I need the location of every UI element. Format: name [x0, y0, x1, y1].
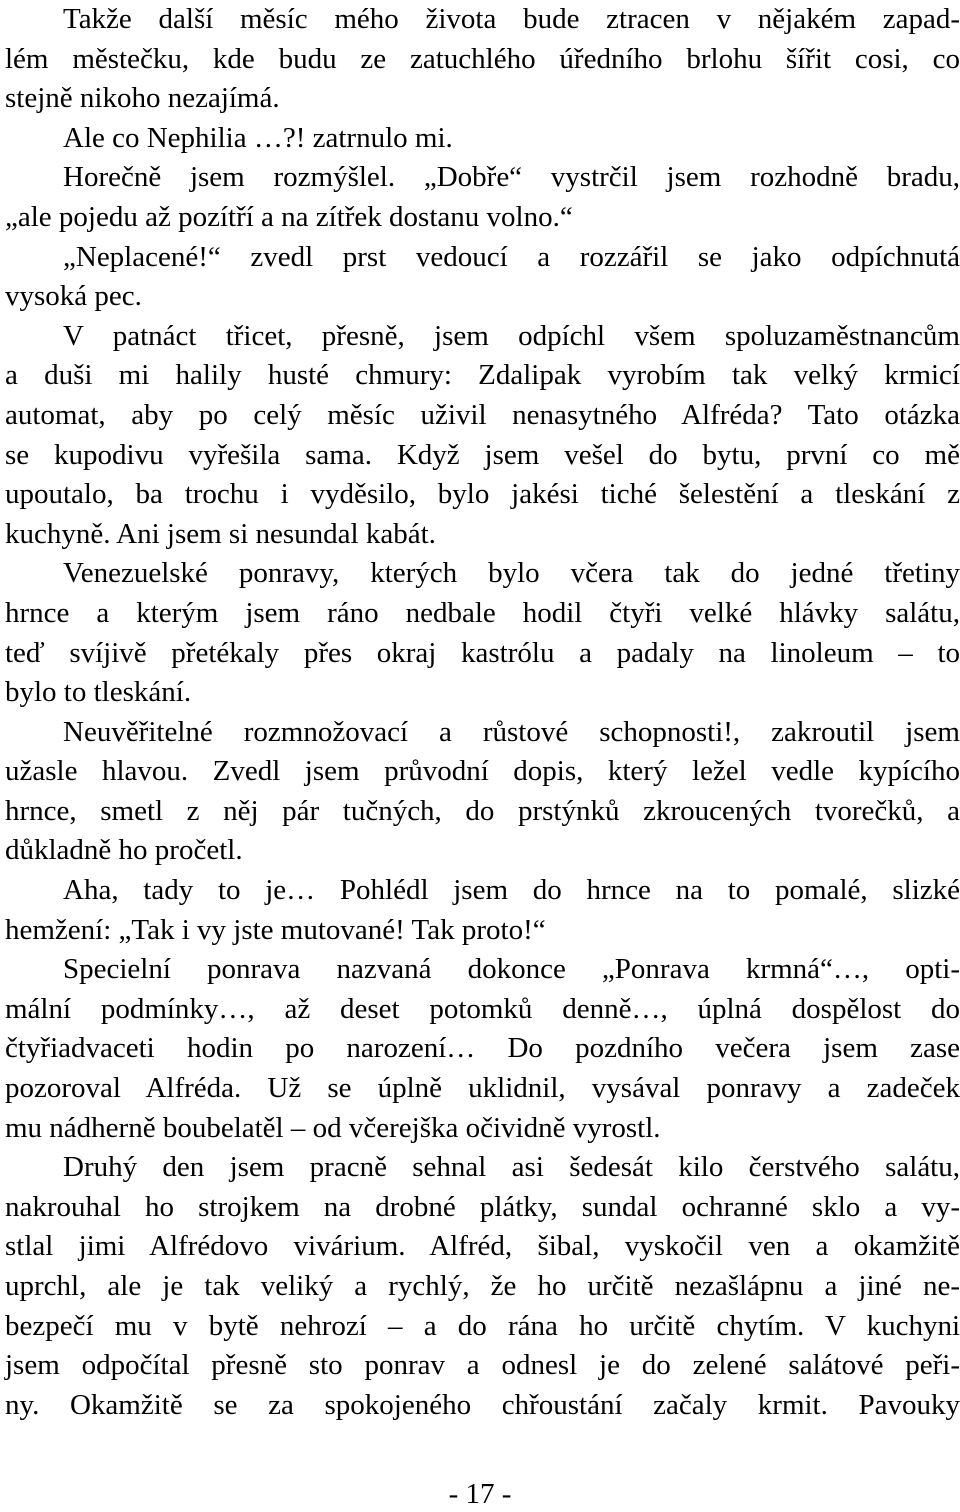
- text-line: důkladně ho pročetl.: [5, 834, 243, 867]
- text-line: upoutalo, ba trochu i vyděsilo, bylo jakési tiché šelestění a tleskání z: [5, 478, 960, 511]
- text-line: čtyřiadvaceti hodin po narození… Do pozdního večera jsem zase: [5, 1032, 960, 1065]
- text-line: Druhý den jsem pracně sehnal asi šedesát kilo čerstvého salátu,: [63, 1151, 960, 1184]
- text-line: vysoká pec.: [5, 280, 142, 313]
- text-body: [5, 0, 960, 1425]
- text-line: mální podmínky…, až deset potomků denně…, úplná dospělost do: [5, 992, 960, 1025]
- text-line: automat, aby po celý měsíc uživil nenasytného Alfréda? Tato otázka: [5, 398, 960, 431]
- text-line: Takže další měsíc mého života bude ztracen v nějakém zapad-: [63, 3, 960, 35]
- text-line: teď svíjivě přetékaly přes okraj kastrólu a padaly na linoleum – to: [5, 636, 960, 669]
- text-line: hemžení: „Tak i vy jste mutované! Tak proto!“: [5, 913, 546, 946]
- text-line: mu nádherně boubelatěl – od včerejška očividně vyrostl.: [5, 1111, 661, 1144]
- text-line: Ale co Nephilia …?! zatrnulo mi.: [63, 121, 453, 154]
- text-line: hrnce, smetl z něj pár tučných, do prstýnků zkroucených tvorečků, a: [5, 794, 960, 827]
- text-line: stejně nikoho nezajímá.: [5, 82, 280, 115]
- document-page: [5, 0, 960, 1425]
- text-line: a duši mi halily husté chmury: Zdalipak vyrobím tak velký krmicí: [5, 359, 960, 392]
- text-line: stlal jimi Alfrédovo vivárium. Alfréd, šibal, vyskočil ven a okamžitě: [5, 1230, 960, 1263]
- text-line: Aha, tady to je… Pohlédl jsem do hrnce na to pomalé, slizké: [63, 874, 960, 907]
- text-line: lém městečku, kde budu ze zatuchlého úředního brlohu šířit cosi, co: [5, 42, 960, 75]
- text-line: „ale pojedu až pozítří a na zítřek dostanu volno.“: [5, 200, 573, 233]
- text-line: V patnáct třicet, přesně, jsem odpíchl všem spoluzaměstnancům: [63, 319, 960, 352]
- text-line: bylo to tleskání.: [5, 676, 192, 709]
- text-line: pozoroval Alfréda. Už se úplně uklidnil, vysával ponravy a zadeček: [5, 1072, 960, 1105]
- text-line: Specielní ponrava nazvaná dokonce „Ponrava krmná“…, opti-: [63, 953, 960, 986]
- text-line: Venezuelské ponravy, kterých bylo včera tak do jedné třetiny: [63, 557, 960, 590]
- text-line: ny. Okamžitě se za spokojeného chřoustání začaly krmit. Pavouky: [5, 1388, 960, 1421]
- text-line: se kupodivu vyřešila sama. Když jsem vešel do bytu, první co mě: [5, 438, 960, 471]
- text-line: hrnce a kterým jsem ráno nedbale hodil čtyři velké hlávky salátu,: [5, 596, 960, 629]
- text-line: užasle hlavou. Zvedl jsem průvodní dopis, který ležel vedle kypícího: [5, 755, 960, 788]
- page-number: - 17 -: [448, 1478, 512, 1510]
- text-line: nakrouhal ho strojkem na drobné plátky, sundal ochranné sklo a vy-: [5, 1190, 960, 1223]
- text-line: bezpečí mu v bytě nehrozí – a do rána ho určitě chytím. V kuchyni: [5, 1309, 960, 1342]
- text-line: Horečně jsem rozmýšlel. „Dobře“ vystrčil jsem rozhodně bradu,: [63, 161, 960, 194]
- text-line: kuchyně. Ani jsem si nesundal kabát.: [5, 517, 436, 550]
- text-line: „Neplacené!“ zvedl prst vedoucí a rozzářil se jako odpíchnutá: [63, 240, 960, 273]
- text-line: jsem odpočítal přesně sto ponrav a odnesl je do zelené salátové peři-: [5, 1349, 960, 1382]
- text-line: Neuvěřitelné rozmnožovací a růstové schopnosti!, zakroutil jsem: [63, 715, 960, 748]
- text-line: uprchl, ale je tak veliký a rychlý, že ho určitě nezašlápnu a jiné ne-: [5, 1270, 960, 1302]
